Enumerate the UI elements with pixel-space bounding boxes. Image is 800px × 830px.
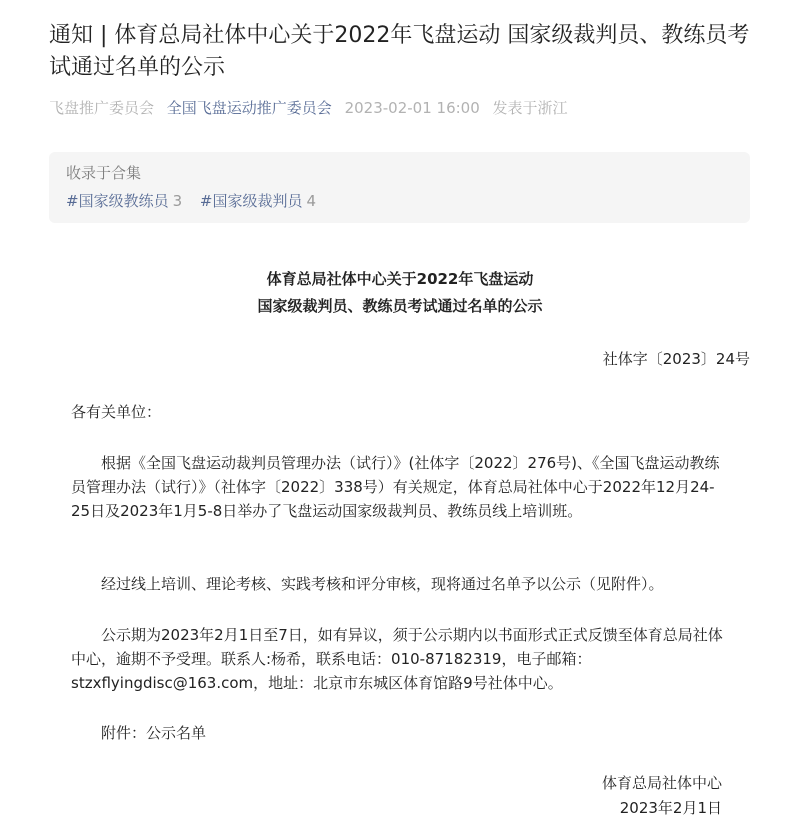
collection-box [49,152,750,223]
collection-tag-label: #国家级裁判员 [199,192,303,210]
document-title-line-2: 国家级裁判员、教练员考试通过名单的公示 [257,297,543,315]
publish-region: 发表于浙江 [492,99,568,117]
collection-tags [66,190,329,212]
paragraph-regulation: 根据《全国飞盘运动裁判员管理办法（试行）》(社体字〔2022〕276号)、《全国飞盘运动教练员管理办法（试行）》（社体字〔2022〕338号）有关规定，体育总局社体中心于2022年12月24-25日及2023年1月5-8日举办了飞盘运动国家级裁判员、教练员线上培训班。 [71,454,720,520]
collection-tag-coach[interactable] [66,192,182,210]
collection-title: 收录于合集 [66,164,142,182]
collection-tag-referee[interactable] [200,192,316,210]
publish-time: 2023-02-01 16:00 [344,99,480,117]
document-number: 社体字〔2023〕24号 [602,350,750,368]
account-name-link[interactable]: 全国飞盘运动推广委员会 [166,99,332,117]
collection-tag-count: 4 [306,192,317,210]
collection-tag-label: #国家级教练员 [66,192,169,210]
article-title: 通知 | 体育总局社体中心关于2022年飞盘运动 国家级裁判员、教练员考试通过名单的公示 [49,23,750,80]
paragraph-notice-period: 公示期为2023年2月1日至7日，如有异议，须于公示期内以书面形式正式反馈至体育总局社体中心，逾期不予受理。联系人:杨希，联系电话：010-87182319，电子邮箱：stzxflyingdisc@163.com，地址：北京市东城区体育馆路9号社体中心。 [71,626,723,692]
paragraph-review: 经过线上培训、理论考核、实践考核和评分审核，现将通过名单予以公示（见附件）。 [101,575,664,593]
salutation: 各有关单位： [71,403,162,421]
attachment-note: 附件：公示名单 [101,724,207,742]
signature-date: 2023年2月1日 [619,799,722,817]
source-label: 飞盘推广委员会 [49,99,155,117]
collection-tag-count: 3 [172,192,183,210]
signature-organization: 体育总局社体中心 [601,774,722,792]
article-meta [49,96,568,120]
document-title-line-1: 体育总局社体中心关于2022年飞盘运动 [266,270,534,288]
